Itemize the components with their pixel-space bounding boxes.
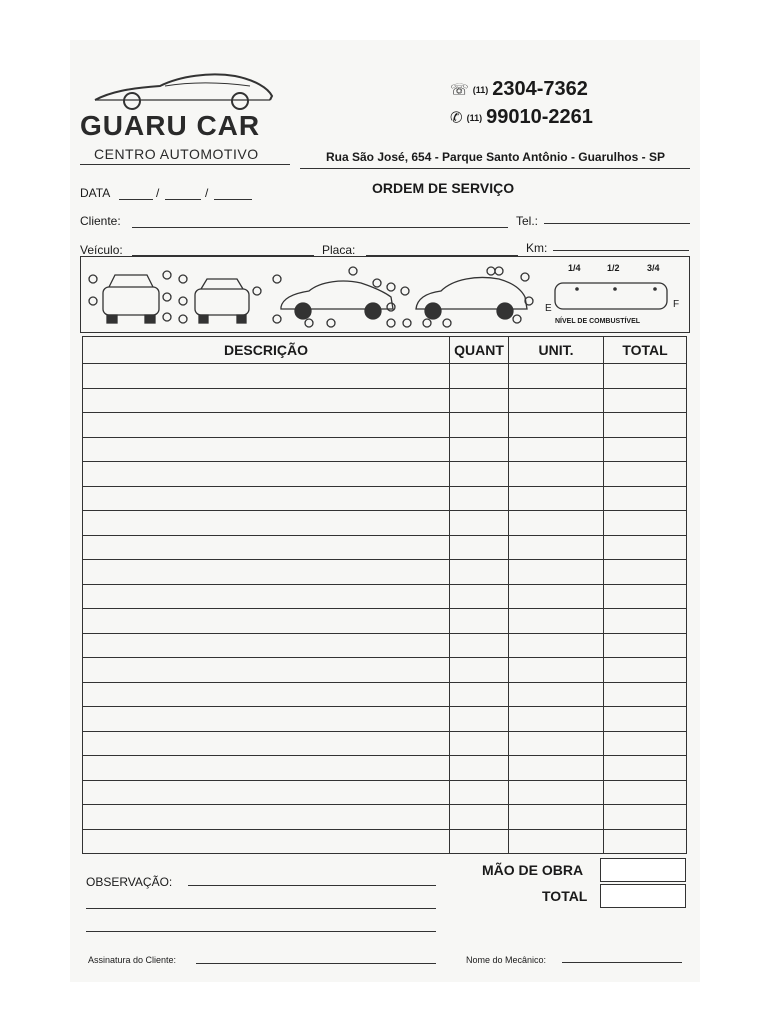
client-signature-line[interactable] (196, 963, 436, 964)
observation-line[interactable] (86, 931, 436, 932)
date-separator: / (156, 186, 160, 200)
plate-label: Placa: (322, 243, 356, 257)
unit-cell[interactable] (509, 584, 604, 609)
unit-cell[interactable] (509, 511, 604, 536)
column-header-description: DESCRIÇÃO (83, 337, 450, 364)
table-row (83, 633, 687, 658)
fuel-full-label: F (673, 299, 680, 310)
table-row (83, 462, 687, 487)
quantity-cell[interactable] (450, 707, 509, 732)
quantity-cell[interactable] (450, 731, 509, 756)
table-row (83, 658, 687, 683)
column-header-quantity: QUANT (450, 337, 509, 364)
unit-cell[interactable] (509, 462, 604, 487)
unit-cell[interactable] (509, 829, 604, 854)
total-cell[interactable] (604, 682, 687, 707)
quantity-cell[interactable] (450, 780, 509, 805)
description-cell[interactable] (83, 413, 450, 438)
date-separator: / (205, 186, 209, 200)
description-cell[interactable] (83, 462, 450, 487)
total-cell[interactable] (604, 731, 687, 756)
total-cell[interactable] (604, 486, 687, 511)
description-cell[interactable] (83, 805, 450, 830)
total-cell[interactable] (604, 560, 687, 585)
total-cell[interactable] (604, 584, 687, 609)
logo-divider (80, 164, 290, 165)
fuel-mark-three-quarters: 3/4 (647, 263, 660, 273)
unit-cell[interactable] (509, 413, 604, 438)
description-cell[interactable] (83, 437, 450, 462)
table-row (83, 609, 687, 634)
unit-cell[interactable] (509, 535, 604, 560)
quantity-cell[interactable] (450, 413, 509, 438)
description-cell[interactable] (83, 584, 450, 609)
quantity-cell[interactable] (450, 486, 509, 511)
date-year-line[interactable] (214, 199, 252, 200)
unit-cell[interactable] (509, 658, 604, 683)
description-cell[interactable] (83, 780, 450, 805)
description-cell[interactable] (83, 707, 450, 732)
address-underline (300, 168, 690, 169)
observation-line[interactable] (188, 885, 436, 886)
fuel-mark-quarter: 1/4 (568, 263, 581, 273)
quantity-cell[interactable] (450, 682, 509, 707)
description-cell[interactable] (83, 731, 450, 756)
total-cell[interactable] (604, 462, 687, 487)
phone-ddd: (11) (472, 84, 489, 95)
total-cell[interactable] (604, 805, 687, 830)
total-cell[interactable] (604, 707, 687, 732)
unit-cell[interactable] (509, 707, 604, 732)
table-row (83, 511, 687, 536)
description-cell[interactable] (83, 658, 450, 683)
grand-total-value-box[interactable] (600, 884, 686, 908)
fuel-gauge-caption: NÍVEL DE COMBUSTÍVEL (555, 318, 641, 325)
client-label: Cliente: (80, 214, 121, 228)
date-month-line[interactable] (165, 199, 201, 200)
total-cell[interactable] (604, 780, 687, 805)
description-cell[interactable] (83, 633, 450, 658)
quantity-cell[interactable] (450, 388, 509, 413)
phone-line-2 (450, 106, 593, 129)
quantity-cell[interactable] (450, 609, 509, 634)
unit-cell[interactable] (509, 633, 604, 658)
description-cell[interactable] (83, 388, 450, 413)
table-row (83, 364, 687, 389)
quantity-cell[interactable] (450, 633, 509, 658)
quantity-cell[interactable] (450, 511, 509, 536)
quantity-cell[interactable] (450, 829, 509, 854)
phone-icon: ☏ (450, 81, 469, 99)
quantity-cell[interactable] (450, 535, 509, 560)
table-row (83, 437, 687, 462)
observation-label: OBSERVAÇÃO: (86, 875, 173, 889)
unit-cell[interactable] (509, 609, 604, 634)
total-cell[interactable] (604, 413, 687, 438)
date-label: DATA (80, 186, 111, 200)
table-row (83, 756, 687, 781)
quantity-cell[interactable] (450, 658, 509, 683)
date-day-line[interactable] (119, 199, 153, 200)
description-cell[interactable] (83, 560, 450, 585)
total-cell[interactable] (604, 535, 687, 560)
quantity-cell[interactable] (450, 805, 509, 830)
table-row (83, 682, 687, 707)
description-cell[interactable] (83, 511, 450, 536)
unit-cell[interactable] (509, 780, 604, 805)
table-row (83, 388, 687, 413)
grand-total-label: TOTAL (542, 888, 588, 904)
address: Rua São José, 654 - Parque Santo Antônio - Guarulhos - SP (326, 150, 665, 164)
total-cell[interactable] (604, 658, 687, 683)
table-row (83, 535, 687, 560)
mechanic-name-line[interactable] (562, 962, 682, 963)
description-cell[interactable] (83, 364, 450, 389)
tel-label: Tel.: (516, 214, 539, 228)
car-logo-icon (90, 70, 280, 110)
total-cell[interactable] (604, 437, 687, 462)
brand-subtitle: CENTRO AUTOMOTIVO (94, 146, 259, 162)
km-field[interactable] (553, 250, 689, 251)
unit-cell[interactable] (509, 486, 604, 511)
phone-line-1 (450, 78, 588, 101)
description-cell[interactable] (83, 535, 450, 560)
unit-cell[interactable] (509, 756, 604, 781)
total-cell[interactable] (604, 829, 687, 854)
table-row (83, 731, 687, 756)
total-cell[interactable] (604, 364, 687, 389)
unit-cell[interactable] (509, 731, 604, 756)
brand-name: GUARU CAR (80, 110, 261, 141)
description-cell[interactable] (83, 756, 450, 781)
table-row (83, 829, 687, 854)
vehicle-inspection-panel (80, 256, 690, 333)
table-row (83, 805, 687, 830)
table-row (83, 560, 687, 585)
table-row (83, 413, 687, 438)
total-cell[interactable] (604, 756, 687, 781)
quantity-cell[interactable] (450, 364, 509, 389)
column-header-total: TOTAL (604, 337, 687, 364)
description-cell[interactable] (83, 486, 450, 511)
whatsapp-icon: ✆ (450, 109, 463, 127)
table-header-row (83, 337, 687, 364)
fuel-empty-label: E (545, 303, 552, 314)
quantity-cell[interactable] (450, 462, 509, 487)
description-cell[interactable] (83, 829, 450, 854)
total-cell[interactable] (604, 511, 687, 536)
quantity-cell[interactable] (450, 560, 509, 585)
total-cell[interactable] (604, 388, 687, 413)
quantity-cell[interactable] (450, 437, 509, 462)
client-field[interactable] (132, 227, 508, 228)
vehicle-label: Veículo: (80, 243, 123, 257)
phone-number: 2304-7362 (492, 78, 588, 100)
total-cell[interactable] (604, 633, 687, 658)
unit-cell[interactable] (509, 388, 604, 413)
table-row (83, 584, 687, 609)
service-items-table (82, 336, 687, 854)
km-label: Km: (526, 241, 548, 255)
phone-number: 99010-2261 (486, 106, 593, 128)
total-cell[interactable] (604, 609, 687, 634)
table-row (83, 780, 687, 805)
unit-cell[interactable] (509, 364, 604, 389)
mechanic-name-label: Nome do Mecânico: (466, 955, 547, 965)
labor-value-box[interactable] (600, 858, 686, 882)
unit-cell[interactable] (509, 437, 604, 462)
table-row (83, 486, 687, 511)
unit-cell[interactable] (509, 560, 604, 585)
quantity-cell[interactable] (450, 584, 509, 609)
client-signature-label: Assinatura do Cliente: (88, 955, 177, 965)
document-title: ORDEM DE SERVIÇO (372, 180, 515, 196)
table-body (83, 364, 687, 854)
labor-label: MÃO DE OBRA (482, 862, 584, 878)
unit-cell[interactable] (509, 682, 604, 707)
quantity-cell[interactable] (450, 756, 509, 781)
tel-field[interactable] (544, 223, 690, 224)
phone-ddd: (11) (466, 112, 483, 123)
description-cell[interactable] (83, 609, 450, 634)
table-row (83, 707, 687, 732)
fuel-mark-half: 1/2 (607, 263, 620, 273)
column-header-unit: UNIT. (509, 337, 604, 364)
description-cell[interactable] (83, 682, 450, 707)
observation-line[interactable] (86, 908, 436, 909)
unit-cell[interactable] (509, 805, 604, 830)
